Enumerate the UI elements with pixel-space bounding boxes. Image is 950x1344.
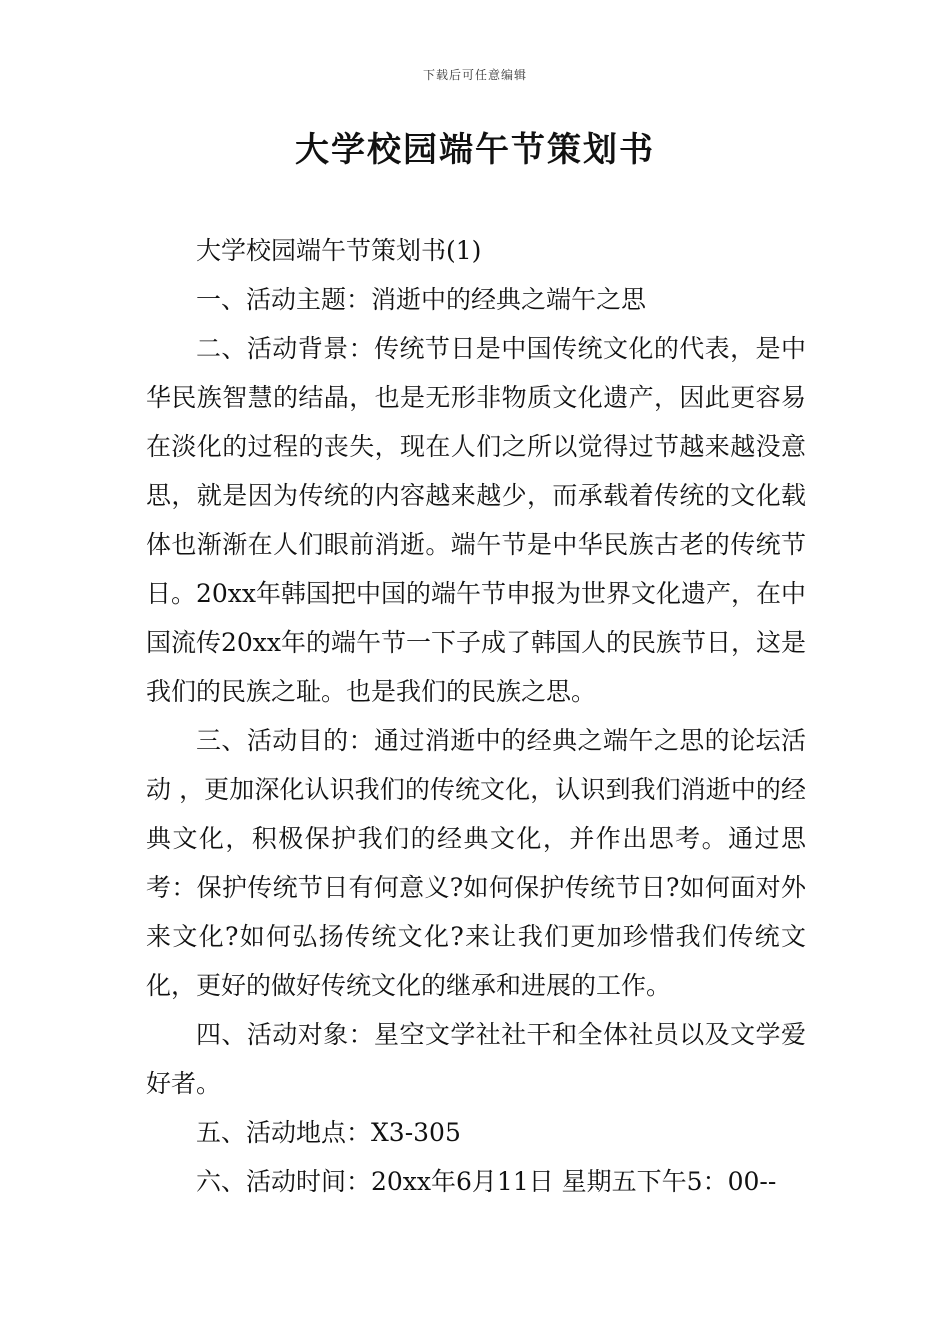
- paragraph-subtitle: 大学校园端午节策划书(1): [196, 236, 482, 265]
- document-body: [146, 226, 806, 1206]
- header-note: 下载后可任意编辑: [422, 68, 527, 82]
- paragraph-audience: 四、活动对象：星空文学社社干和全体社员以及文学爱好者。: [146, 1020, 806, 1098]
- paragraph-purpose: 三、活动目的：通过消逝中的经典之端午之思的论坛活动 ，更加深化认识我们的传统文化，认识到我们消逝中的经典文化，积极保护我们的经典文化，并作出思考。通过思考：保护传统节日有何意义?如何保护传统节日?如何面对外来文化?如何弘扬传统文化?来让我们更加珍惜我们传统文化，更好的做好传统文化的继承和进展的工作。: [146, 726, 806, 1000]
- paragraph-location: 五、活动地点：X3-305: [196, 1118, 461, 1147]
- paragraph-theme: 一、活动主题：消逝中的经典之端午之思: [196, 285, 647, 314]
- paragraph-background: 二、活动背景：传统节日是中国传统文化的代表，是中华民族智慧的结晶，也是无形非物质文化遗产，因此更容易在淡化的过程的丧失，现在人们之所以觉得过节越来越没意思，就是因为传统的内容越来越少，而承载着传统的文化载体也渐渐在人们眼前消逝。端午节是中华民族古老的传统节日。20xx年韩国把中国的端午节申报为世界文化遗产，在中国流传20xx年的端午节一下子成了韩国人的民族节日，这是我们的民族之耻。也是我们的民族之思。: [146, 334, 807, 706]
- paragraph-time: 六、活动时间：20xx年6月11日 星期五下午5：00--: [196, 1167, 777, 1196]
- document-title: 大学校园端午节策划书: [295, 130, 655, 170]
